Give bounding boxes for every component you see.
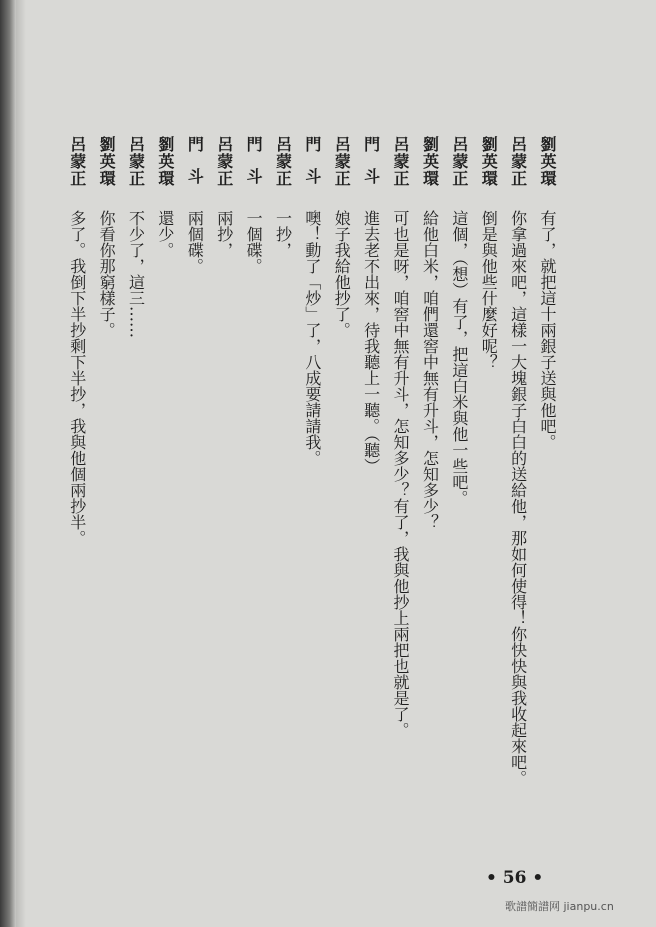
dialogue-column bbox=[327, 136, 356, 836]
dialogue-line: 還少。 bbox=[155, 210, 175, 258]
dialogue-line: 兩個碟。 bbox=[185, 210, 205, 274]
dialogue-line: 一個碟。 bbox=[244, 210, 264, 274]
speaker-name: 呂蒙正 bbox=[126, 136, 146, 187]
dialogue-line: 給他白米，咱們還窖中無有升斗，怎知多少？ bbox=[420, 210, 440, 530]
dialogue-column bbox=[386, 136, 415, 836]
dialogue-column bbox=[533, 136, 562, 836]
dialogue-column bbox=[62, 136, 91, 836]
dialogue-line: 可也是呀，咱窖中無有升斗，怎知多少？有了，我與他抄上兩把也就是了。 bbox=[391, 210, 411, 738]
speaker-name: 呂蒙正 bbox=[391, 136, 411, 187]
speaker-name: 門斗 bbox=[244, 136, 264, 200]
speaker-name: 劉英環 bbox=[479, 136, 499, 187]
dialogue-line: 有了，就把這十兩銀子送與他吧。 bbox=[538, 210, 557, 450]
speaker-name: 劉英環 bbox=[155, 136, 175, 187]
speaker-name: 呂蒙正 bbox=[508, 136, 528, 187]
speaker-name: 呂蒙正 bbox=[332, 136, 352, 187]
page-gutter bbox=[16, 0, 26, 927]
dialogue-column bbox=[239, 136, 268, 836]
dialogue-line: 你看你那窮樣子。 bbox=[97, 210, 117, 338]
dialogue-column bbox=[356, 136, 385, 836]
dialogue-line: 多了。我倒下半抄剩下半抄，我與他個兩抄半。 bbox=[67, 210, 87, 546]
dialogue-line: 娘子我給他抄了。 bbox=[332, 210, 352, 338]
speaker-name: 呂蒙正 bbox=[273, 136, 293, 187]
dialogue-column bbox=[444, 136, 473, 836]
dialogue-column bbox=[297, 136, 326, 836]
dialogue-column bbox=[121, 136, 150, 836]
dialogue-line: 你拿過來吧，這樣一大塊銀子白白的送給他，那如何使得！你快快與我收起來吧。 bbox=[508, 210, 528, 786]
dialogue-line: 兩抄， bbox=[214, 210, 234, 258]
dialogue-line: 噢！動了「炒」了，八成要請請我。 bbox=[302, 210, 322, 466]
dialogue-line: 不少了，這三…… bbox=[126, 210, 146, 338]
dialogue-line: 進去老不出來，待我聽上一聽。（聽） bbox=[361, 210, 381, 474]
speaker-name: 劉英環 bbox=[97, 136, 117, 187]
speaker-name: 呂蒙正 bbox=[67, 136, 87, 187]
dialogue-column bbox=[474, 136, 503, 836]
dialogue-column bbox=[180, 136, 209, 836]
dialogue-column bbox=[151, 136, 180, 836]
dialogue-line: 倒是與他些什麼好呢？ bbox=[479, 210, 499, 370]
dialogue-line: 一抄， bbox=[273, 210, 293, 258]
speaker-name: 門斗 bbox=[185, 136, 205, 200]
dialogue-line: 這個，（想）有了，把這白米與他一些吧。 bbox=[449, 210, 469, 506]
speaker-name: 門斗 bbox=[302, 136, 322, 200]
book-binding-shadow bbox=[0, 0, 16, 927]
speaker-name: 劉英環 bbox=[538, 136, 557, 187]
dialogue-column bbox=[92, 136, 121, 836]
speaker-name: 劉英環 bbox=[420, 136, 440, 187]
dialogue-column bbox=[209, 136, 238, 836]
watermark: 歌譜簡譜网 jianpu.cn bbox=[505, 900, 614, 913]
dialogue-column bbox=[503, 136, 532, 836]
speaker-name: 呂蒙正 bbox=[449, 136, 469, 187]
speaker-name: 呂蒙正 bbox=[214, 136, 234, 187]
dialogue-column bbox=[268, 136, 297, 836]
dialogue-column bbox=[415, 136, 444, 836]
page-number: • 56 • bbox=[486, 868, 544, 888]
speaker-name: 門斗 bbox=[361, 136, 381, 200]
dialogue-columns bbox=[62, 136, 562, 836]
